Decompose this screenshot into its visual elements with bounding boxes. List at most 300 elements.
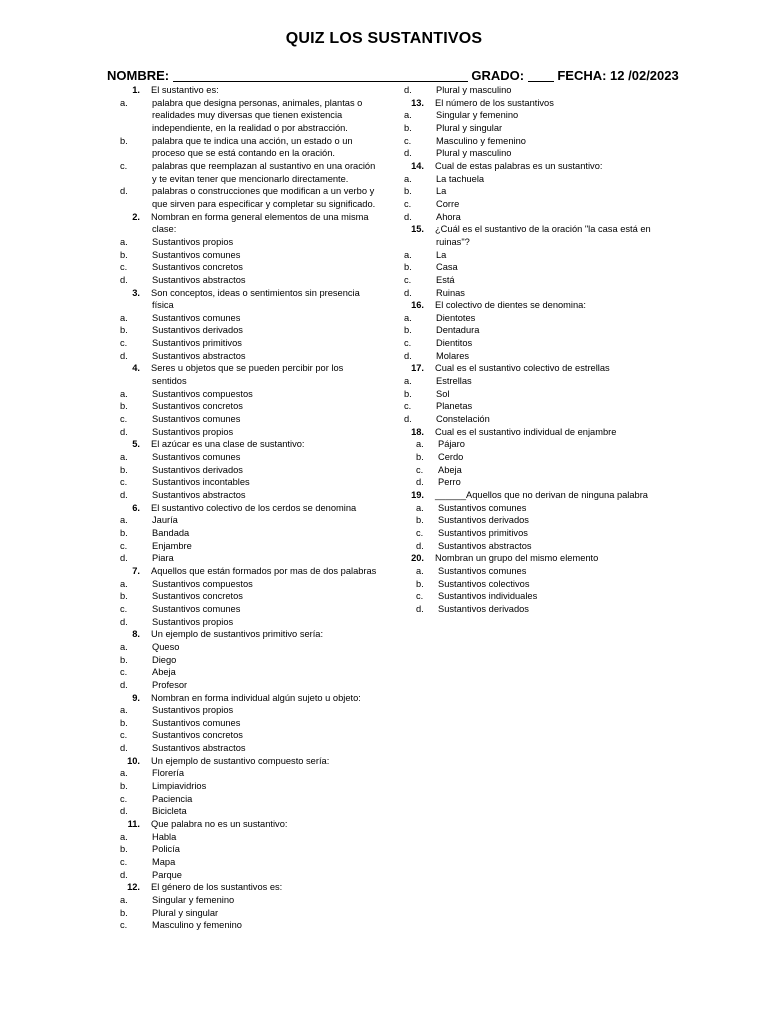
option-text: Sustantivos concretos — [152, 591, 243, 602]
option-text: Sustantivos individuales — [438, 591, 538, 602]
option-row — [120, 236, 395, 249]
option-text: Sustantivos abstractos — [438, 540, 532, 551]
option-row — [404, 527, 679, 540]
option-text: Sustantivos concretos — [152, 730, 243, 741]
option-marker — [120, 198, 152, 211]
option-text: Sustantivos propios — [152, 426, 234, 437]
option-text: Sustantivos abstractos — [152, 743, 246, 754]
option-marker: a. — [404, 312, 412, 323]
option-marker: a. — [120, 895, 128, 905]
option-marker: b. — [404, 325, 412, 336]
option-row — [120, 324, 395, 337]
option-marker: a. — [416, 502, 424, 513]
option-row — [120, 489, 395, 502]
option-marker: d. — [404, 148, 412, 159]
option-marker: b. — [416, 452, 424, 463]
option-row — [404, 565, 679, 578]
option-marker: d. — [120, 186, 128, 197]
question-row — [120, 755, 395, 768]
option-text: Sustantivos concretos — [152, 262, 243, 273]
option-row — [404, 236, 679, 249]
option-row — [120, 261, 395, 274]
option-row — [120, 350, 395, 363]
option-row — [120, 299, 395, 312]
option-row — [404, 451, 679, 464]
question-text: Nombran un grupo del mismo elemento — [435, 553, 599, 564]
option-row — [120, 109, 395, 122]
question-row — [120, 287, 395, 300]
option-text: Masculino y femenino — [152, 920, 242, 931]
option-row — [404, 274, 679, 287]
question-number: 6. — [132, 502, 140, 513]
option-marker: a. — [120, 641, 128, 652]
question-row — [120, 692, 395, 705]
option-text: Masculino y femenino — [436, 135, 526, 146]
option-marker: a. — [404, 173, 412, 184]
option-row — [404, 350, 679, 363]
option-marker: a. — [120, 768, 128, 779]
option-marker: a. — [404, 249, 412, 260]
option-marker: b. — [120, 591, 128, 602]
question-number: 5. — [132, 439, 140, 450]
option-marker: d. — [416, 477, 424, 488]
option-row — [120, 312, 395, 325]
option-text: Ahora — [436, 211, 461, 222]
option-text: palabras que reemplazan al sustantivo en una oración — [152, 160, 376, 171]
option-row — [120, 869, 395, 882]
option-marker: a. — [120, 388, 128, 399]
question-number: 9. — [132, 692, 140, 703]
option-row — [120, 843, 395, 856]
option-row — [404, 400, 679, 413]
option-marker: b. — [404, 262, 412, 273]
question-text: El azúcar es una clase de sustantivo: — [151, 439, 305, 450]
question-number: 3. — [132, 287, 140, 298]
option-row — [120, 793, 395, 806]
option-text: Sustantivos concretos — [152, 401, 243, 412]
option-text: Sustantivos comunes — [438, 502, 527, 513]
question-text: El número de los sustantivos — [435, 97, 554, 108]
option-text: Sustantivos comunes — [152, 312, 241, 323]
option-marker — [120, 109, 152, 122]
option-text: Sustantivos comunes — [152, 414, 241, 425]
option-marker: c. — [120, 667, 128, 678]
option-row — [120, 198, 395, 211]
option-marker: c. — [120, 160, 128, 171]
option-text: Dientotes — [436, 312, 476, 323]
option-marker: c. — [120, 920, 128, 931]
question-number: 1. — [132, 85, 140, 95]
question-row — [120, 438, 395, 451]
option-row — [120, 729, 395, 742]
option-text: Profesor — [152, 679, 188, 690]
question-text: Son conceptos, ideas o sentimientos sin presencia — [151, 287, 360, 298]
option-row — [404, 312, 679, 325]
option-marker: b. — [120, 907, 128, 918]
option-row — [404, 375, 679, 388]
option-text: Sustantivos derivados — [152, 464, 243, 475]
fecha-label: FECHA: 12 /02/2023 — [557, 68, 679, 83]
option-text: Ruinas — [436, 287, 465, 298]
option-marker: b. — [416, 515, 424, 526]
option-marker: c. — [120, 857, 128, 868]
option-row — [120, 641, 395, 654]
option-row — [120, 831, 395, 844]
question-text: Nombran en forma general elementos de una misma — [151, 211, 369, 222]
grado-blank[interactable] — [528, 68, 554, 82]
option-row — [120, 135, 395, 148]
question-row — [120, 565, 395, 578]
option-marker: c. — [120, 414, 128, 425]
option-marker: c. — [404, 135, 412, 146]
question-text: Cual es el sustantivo colectivo de estrellas — [435, 363, 610, 374]
option-text: Sustantivos derivados — [152, 325, 243, 336]
option-row — [404, 287, 679, 300]
option-row — [120, 654, 395, 667]
option-text: Bandada — [152, 527, 190, 538]
option-text: Sustantivos comunes — [152, 452, 241, 463]
option-row — [120, 704, 395, 717]
option-row — [120, 185, 395, 198]
option-row — [120, 742, 395, 755]
student-info-line — [107, 68, 679, 83]
option-text: Singular y femenino — [436, 110, 519, 121]
option-row — [120, 337, 395, 350]
option-marker — [120, 299, 152, 312]
question-text: Un ejemplo de sustantivos primitivo sería: — [151, 629, 324, 640]
option-row — [120, 767, 395, 780]
option-row — [404, 514, 679, 527]
option-text: Sustantivos propios — [152, 236, 234, 247]
option-row — [404, 324, 679, 337]
option-marker: b. — [120, 249, 128, 260]
option-text: Sustantivos comunes — [152, 249, 241, 260]
option-marker: c. — [120, 477, 128, 488]
option-marker: d. — [416, 603, 424, 614]
option-text: Sol — [436, 388, 450, 399]
option-text: Policía — [152, 844, 180, 855]
option-text: Mapa — [152, 857, 176, 868]
option-marker: a. — [120, 236, 128, 247]
option-row — [404, 540, 679, 553]
option-marker: b. — [120, 844, 128, 855]
option-marker: b. — [416, 578, 424, 589]
question-row — [120, 84, 395, 97]
option-row — [120, 717, 395, 730]
option-row — [120, 590, 395, 603]
option-marker: d. — [120, 426, 128, 437]
option-marker: c. — [404, 401, 412, 412]
option-marker: a. — [416, 565, 424, 576]
option-marker: c. — [120, 262, 128, 273]
option-marker: d. — [404, 414, 412, 425]
option-text: Constelación — [436, 414, 490, 425]
option-marker: c. — [120, 793, 128, 804]
question-text: El género de los sustantivos es: — [151, 882, 283, 893]
option-row — [120, 679, 395, 692]
option-text: Plural y masculino — [436, 85, 512, 95]
left-question-column — [120, 84, 395, 932]
question-number: 11. — [127, 819, 140, 830]
option-marker: d. — [120, 743, 128, 754]
nombre-label: NOMBRE: — [107, 68, 170, 83]
question-row — [404, 160, 679, 173]
option-row — [120, 223, 395, 236]
question-number: 18. — [411, 426, 424, 437]
option-marker: b. — [120, 781, 128, 792]
option-text: palabra que designa personas, animales, plantas o — [152, 97, 363, 108]
option-row — [404, 502, 679, 515]
question-number: 10. — [127, 755, 140, 766]
option-marker: d. — [120, 274, 128, 285]
page-title: QUIZ LOS SUSTANTIVOS — [285, 30, 483, 47]
option-text: sentidos — [152, 376, 187, 387]
option-row — [404, 438, 679, 451]
option-row — [404, 413, 679, 426]
option-text: palabras o construcciones que modifican a un verbo y — [152, 186, 375, 197]
question-text: Cual es el sustantivo individual de enjambre — [435, 426, 617, 437]
question-text: Que palabra no es un sustantivo: — [151, 819, 288, 830]
option-text: Piara — [152, 553, 174, 564]
question-row — [404, 426, 679, 439]
option-text: Sustantivos propios — [152, 705, 234, 716]
option-row — [120, 894, 395, 907]
option-marker: b. — [120, 654, 128, 665]
option-row — [120, 527, 395, 540]
option-text: Planetas — [436, 401, 473, 412]
option-marker: c. — [404, 274, 412, 285]
option-text: y te evitan tener que mencionarlo directamente. — [152, 173, 349, 184]
option-row — [404, 135, 679, 148]
option-text: Limpiavidrios — [152, 781, 207, 792]
option-row — [120, 552, 395, 565]
option-row — [404, 261, 679, 274]
question-number: 13. — [411, 97, 424, 108]
option-text: Pájaro — [438, 439, 465, 450]
question-row — [404, 97, 679, 110]
option-text: Plural y singular — [436, 122, 503, 133]
option-row — [120, 919, 395, 932]
option-row — [404, 173, 679, 186]
option-text: Plural y singular — [152, 907, 219, 918]
option-marker: a. — [120, 97, 128, 108]
option-row — [120, 578, 395, 591]
option-marker — [120, 223, 152, 236]
option-marker — [404, 236, 436, 249]
option-marker: b. — [120, 527, 128, 538]
option-row — [120, 780, 395, 793]
question-row — [120, 502, 395, 515]
option-text: Sustantivos colectivos — [438, 578, 530, 589]
question-row — [120, 211, 395, 224]
option-row — [404, 603, 679, 616]
option-marker: a. — [120, 515, 128, 526]
option-text: independiente, en la realidad o por abstracción. — [152, 122, 348, 133]
option-text: que sirven para especificar y completar su significado. — [152, 198, 376, 209]
option-marker: a. — [404, 376, 412, 387]
option-row — [120, 375, 395, 388]
option-text: Sustantivos propios — [152, 616, 234, 627]
option-text: Florería — [152, 768, 185, 779]
option-marker: d. — [416, 540, 424, 551]
question-row — [120, 881, 395, 894]
option-marker: d. — [120, 806, 128, 817]
question-row — [120, 362, 395, 375]
option-marker: b. — [120, 717, 128, 728]
option-text: Queso — [152, 641, 180, 652]
option-marker — [120, 375, 152, 388]
option-marker: c. — [404, 338, 412, 349]
question-number: 15. — [411, 224, 424, 235]
option-marker: c. — [120, 730, 128, 741]
question-text: Un ejemplo de sustantivo compuesto sería: — [151, 755, 330, 766]
option-text: La — [436, 249, 447, 260]
option-text: Parque — [152, 869, 182, 880]
option-marker: c. — [120, 338, 128, 349]
option-marker: d. — [120, 490, 128, 500]
option-text: Plural y masculino — [436, 148, 512, 159]
option-text: La — [436, 186, 447, 197]
question-text: ¿Cuál es el sustantivo de la oración "la casa está en — [435, 224, 651, 235]
option-row — [404, 84, 679, 97]
option-marker: c. — [416, 464, 424, 475]
question-text: El sustantivo colectivo de los cerdos se denomina — [151, 502, 357, 513]
question-text: Aquellos que están formados por mas de dos palabras — [151, 565, 377, 576]
option-text: Dientitos — [436, 338, 473, 349]
question-row — [120, 818, 395, 831]
option-row — [404, 198, 679, 211]
option-text: Perro — [438, 477, 461, 488]
option-text: Sustantivos comunes — [152, 717, 241, 728]
option-row — [120, 249, 395, 262]
option-row — [404, 147, 679, 160]
option-text: Paciencia — [152, 793, 193, 804]
option-row — [120, 603, 395, 616]
option-row — [120, 400, 395, 413]
question-row — [404, 299, 679, 312]
option-text: Sustantivos incontables — [152, 477, 250, 488]
option-marker: d. — [404, 287, 412, 298]
option-row — [120, 856, 395, 869]
option-text: realidades muy diversas que tienen existencia — [152, 110, 343, 121]
option-row — [404, 337, 679, 350]
option-marker — [120, 122, 152, 135]
right-question-column — [404, 84, 679, 616]
option-row — [120, 97, 395, 110]
option-marker: c. — [120, 603, 128, 614]
option-marker: a. — [120, 705, 128, 716]
question-number: 14. — [411, 160, 424, 171]
option-marker: d. — [120, 350, 128, 361]
question-number: 12. — [127, 882, 140, 893]
question-text: Cual de estas palabras es un sustantivo: — [435, 160, 603, 171]
option-marker: b. — [120, 325, 128, 336]
option-text: Sustantivos derivados — [438, 515, 529, 526]
option-text: Sustantivos compuestos — [152, 578, 253, 589]
option-marker: d. — [404, 211, 412, 222]
option-row — [120, 173, 395, 186]
option-marker: d. — [120, 869, 128, 880]
option-text: Sustantivos abstractos — [152, 490, 246, 500]
option-row — [404, 388, 679, 401]
option-marker: c. — [404, 198, 412, 209]
option-text: Singular y femenino — [152, 895, 235, 905]
option-marker — [120, 173, 152, 186]
question-number: 20. — [411, 553, 424, 564]
option-text: Está — [436, 274, 455, 285]
question-text: ______Aquellos que no derivan de ninguna palabra — [435, 490, 648, 500]
option-row — [404, 122, 679, 135]
option-text: ruinas"? — [436, 236, 470, 247]
option-marker: d. — [120, 679, 128, 690]
option-marker: b. — [120, 135, 128, 146]
option-text: Sustantivos comunes — [152, 603, 241, 614]
option-text: Cerdo — [438, 452, 464, 463]
option-marker: a. — [120, 831, 128, 842]
option-marker: c. — [120, 540, 128, 551]
option-text: Estrellas — [436, 376, 472, 387]
option-text: Habla — [152, 831, 177, 842]
option-marker: d. — [120, 616, 128, 627]
option-text: Sustantivos abstractos — [152, 350, 246, 361]
option-row — [120, 426, 395, 439]
option-text: Sustantivos primitivos — [438, 527, 528, 538]
option-text: Abeja — [438, 464, 462, 475]
option-text: Dentadura — [436, 325, 480, 336]
option-marker: b. — [404, 186, 412, 197]
option-row — [120, 413, 395, 426]
option-row — [120, 388, 395, 401]
option-row — [120, 476, 395, 489]
option-row — [120, 907, 395, 920]
option-text: Enjambre — [152, 540, 192, 551]
option-marker: a. — [120, 312, 128, 323]
option-marker: d. — [120, 553, 128, 564]
option-row — [404, 464, 679, 477]
nombre-blank[interactable] — [173, 68, 468, 82]
option-marker: c. — [416, 591, 424, 602]
option-marker: b. — [120, 401, 128, 412]
option-row — [404, 109, 679, 122]
option-row — [120, 805, 395, 818]
question-number: 17. — [411, 363, 424, 374]
option-text: Sustantivos derivados — [438, 603, 529, 614]
option-text: Diego — [152, 654, 177, 665]
option-text: Sustantivos primitivos — [152, 338, 242, 349]
option-text: Bicicleta — [152, 806, 187, 817]
question-row — [404, 223, 679, 236]
option-text: Casa — [436, 262, 458, 273]
option-text: Sustantivos compuestos — [152, 388, 253, 399]
option-row — [120, 274, 395, 287]
option-marker: d. — [404, 85, 412, 95]
question-number: 8. — [132, 629, 140, 640]
option-text: Jauría — [152, 515, 178, 526]
question-row — [404, 362, 679, 375]
option-row — [404, 476, 679, 489]
option-marker: b. — [120, 464, 128, 475]
option-marker: a. — [120, 452, 128, 463]
question-number: 16. — [411, 300, 424, 311]
option-text: Corre — [436, 198, 460, 209]
option-text: clase: — [152, 224, 177, 235]
option-text: proceso que se está contando en la oración. — [152, 148, 335, 159]
option-text: La tachuela — [436, 173, 485, 184]
question-text: Seres u objetos que se pueden percibir por los — [151, 363, 344, 374]
question-number: 2. — [132, 211, 140, 222]
option-marker: a. — [404, 110, 412, 121]
option-marker: b. — [404, 122, 412, 133]
